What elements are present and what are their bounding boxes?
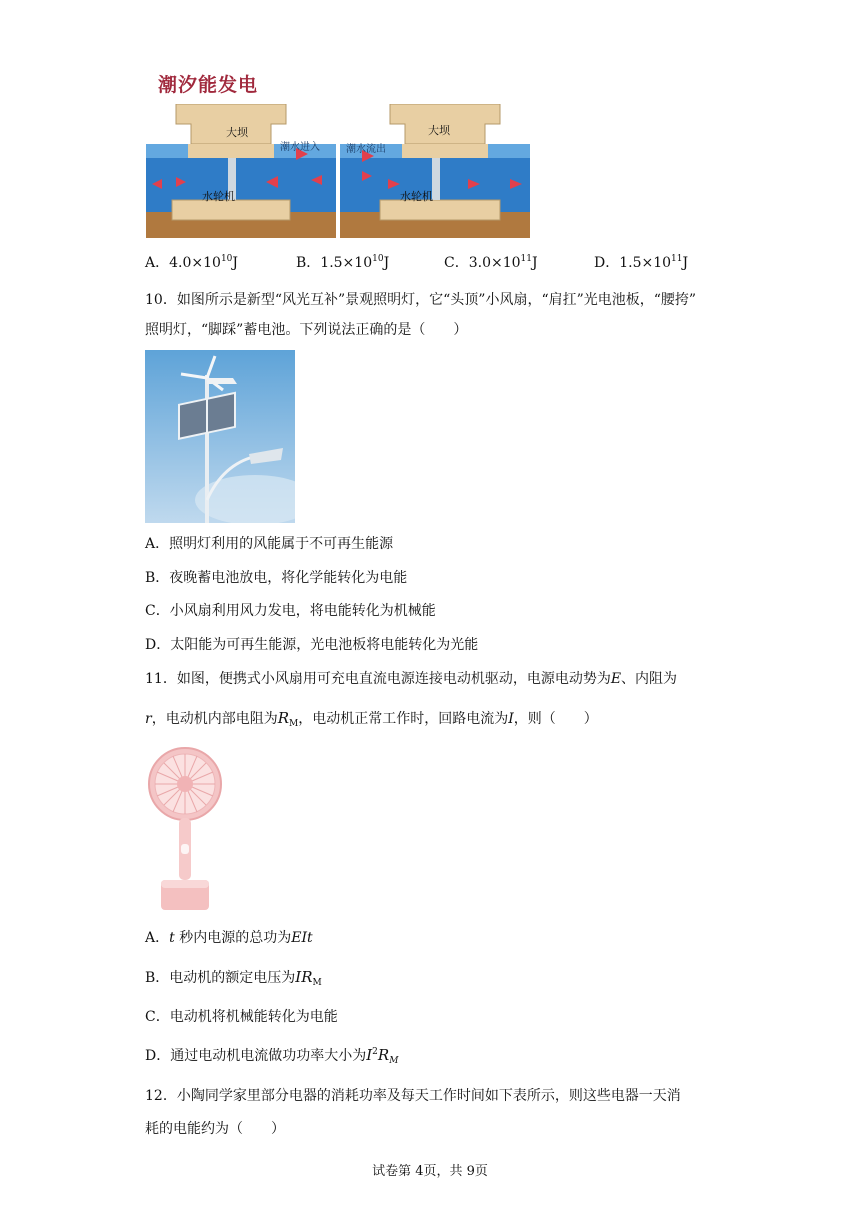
label-right-dam: 大坝 <box>428 124 450 137</box>
q10-stem-line1: 10．如图所示是新型“风光互补”景观照明灯，它“头顶”小风扇，“肩扛”光电池板，“腰挎” <box>145 292 697 308</box>
label-left-turbine: 水轮机 <box>202 190 235 203</box>
q11-option-a[interactable]: A．t 秒内电源的总功为EIt <box>145 930 313 946</box>
tidal-diagram <box>146 104 530 238</box>
q12-stem-line2: 耗的电能约为（ ） <box>145 1121 285 1137</box>
q9-option-c[interactable]: C．$3.0\times 10^{11}J$ <box>444 254 538 271</box>
page-footer: 试卷第 4页，共 9页 <box>372 1164 488 1179</box>
q10-option-a[interactable]: A．照明灯利用的风能属于不可再生能源 <box>145 536 394 552</box>
q10-option-d[interactable]: D．太阳能为可再生能源，光电池板将电能转化为光能 <box>145 637 479 653</box>
q11-option-b[interactable]: B．电动机的额定电压为$IR_M$ <box>145 968 322 988</box>
q11-option-d[interactable]: D．通过电动机电流做功功率大小为$I^2R_M$ <box>145 1046 399 1066</box>
label-left-tide: 潮水进入 <box>280 142 320 153</box>
q11-stem-line1: 11．如图，便携式小风扇用可充电直流电源连接电动机驱动，电源电动势为E、内阻为 <box>145 671 678 687</box>
portable-fan-image <box>145 746 230 914</box>
tidal-power-figure <box>146 68 530 238</box>
q10-stem-line2: 照明灯，“脚踩”蓄电池。下列说法正确的是（ ） <box>145 322 468 338</box>
label-right-tide: 潮水流出 <box>346 144 386 155</box>
q12-stem-line1: 12．小陶同学家里部分电器的消耗功率及每天工作时间如下表所示，则这些电器一天消 <box>145 1088 681 1104</box>
tidal-figure-title: 潮汐能发电 <box>158 74 259 96</box>
q11-option-c[interactable]: C．电动机将机械能转化为电能 <box>145 1009 338 1025</box>
label-left-dam: 大坝 <box>226 126 248 139</box>
q9-option-b[interactable]: B．$1.5\times 10^{10}J$ <box>296 254 390 271</box>
q9-option-a[interactable]: A．$4.0\times 10^{10}J$ <box>145 254 239 271</box>
label-right-turbine: 水轮机 <box>400 190 433 203</box>
wind-solar-lamp-image <box>145 350 295 523</box>
q10-option-b[interactable]: B．夜晚蓄电池放电，将化学能转化为电能 <box>145 570 408 586</box>
q9-option-d[interactable]: D．$1.5\times 10^{11}J$ <box>594 254 689 271</box>
q10-option-c[interactable]: C．小风扇利用风力发电，将电能转化为机械能 <box>145 603 436 619</box>
q11-stem-line2: r，电动机内部电阻为$R_M$，电动机正常工作时，回路电流为I，则（ ） <box>145 709 598 729</box>
